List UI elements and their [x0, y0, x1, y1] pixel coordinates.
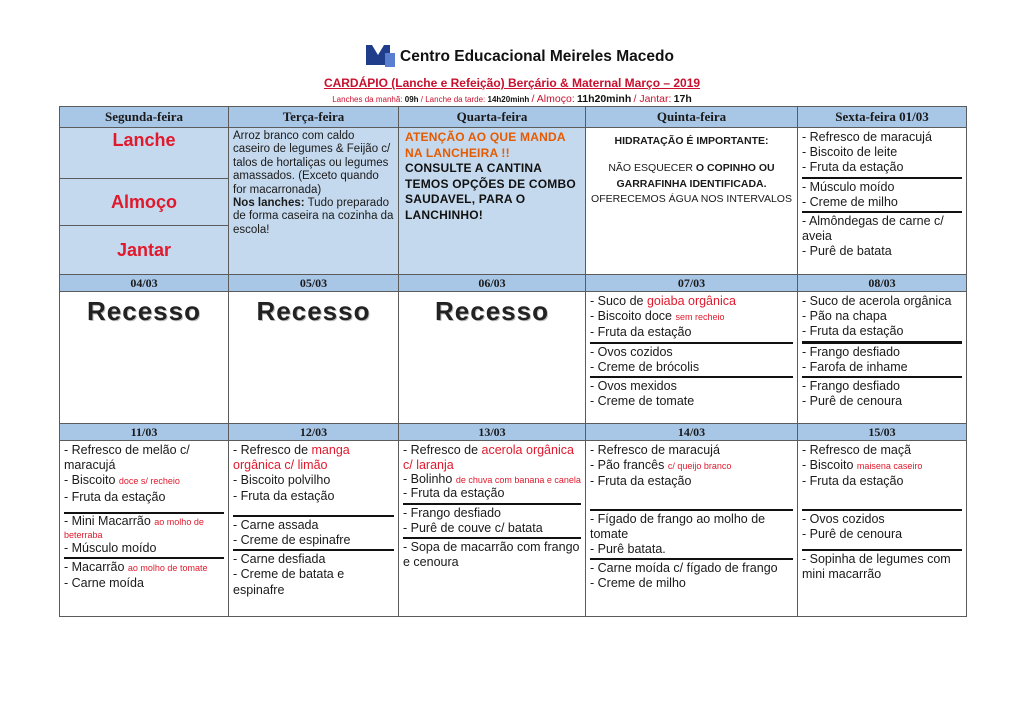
menu-title: CARDÁPIO (Lanche e Refeição) Berçário & Maternal Março – 2019	[323, 76, 701, 90]
date-12-03: 12/03	[229, 424, 399, 441]
week2-row	[60, 292, 967, 424]
week2-wednesday-cell: Recesso	[399, 292, 586, 424]
date-08-03: 08/03	[798, 275, 967, 292]
week3-row	[60, 441, 967, 617]
meal-hours: Lanches da manhã: 09h / Lanche da tarde: 14h20minh / Almoço: 11h20minh / Jantar: 17h	[332, 93, 692, 105]
lunchbox-notice: ATENÇÃO AO QUE MANDA NA LANCHEIRA !! CONSULTE A CANTINA TEMOS OPÇÕES DE COMBO SAUDAVEL, PARA O LANCHINHO!	[405, 130, 576, 222]
date-06-03: 06/03	[399, 275, 586, 292]
general-info: Arroz branco com caldo caseiro de legumes & Feijão c/ talos de hortaliças ou legumes amassados. (Exceto quando for macarronada) Nos lanches: Tudo preparado de forma caseira na cozinha da escola!	[233, 130, 394, 236]
date-15-03: 15/03	[798, 424, 967, 441]
week1-row	[60, 128, 967, 275]
day-header-monday: Segunda-feira	[60, 107, 229, 128]
day-header-wednesday: Quarta-feira	[399, 107, 586, 128]
week3-wednesday-cell: - Refresco de acerola orgânica c/ laranja - Bolinho de chuva com banana e canela - Fruta da estação - Frango desfiado - Purê de couve c/ batata - Sopa de macarrão com frango e cenoura	[399, 441, 586, 617]
day-header-friday: Sexta-feira 01/03	[798, 107, 967, 128]
date-04-03: 04/03	[60, 275, 229, 292]
date-11-03: 11/03	[60, 424, 229, 441]
school-title	[366, 44, 674, 70]
week1-tuesday-cell	[229, 128, 399, 275]
meal-label-almoco: Almoço	[110, 191, 177, 212]
meal-label-lanche: Lanche	[112, 130, 176, 150]
day-header-thursday: Quinta-feira	[586, 107, 798, 128]
week2-thursday-cell: - Suco de goiaba orgânica - Biscoito doce sem recheio - Fruta da estação - Ovos cozidos - Creme de brócolis - Ovos mexidos - Creme de tomate	[586, 292, 798, 424]
week3-friday-cell: - Refresco de maçã - Biscoito maisena caseiro - Fruta da estação - Ovos cozidos - Purê de cenoura - Sopinha de legumes com mini macarrão	[798, 441, 967, 617]
school-name: Centro Educacional Meireles Macedo	[400, 48, 674, 65]
meal-labels	[60, 128, 229, 275]
week1-wednesday-cell	[399, 128, 586, 275]
date-05-03: 05/03	[229, 275, 399, 292]
week2-tuesday-cell: Recesso	[229, 292, 399, 424]
week3-tuesday-cell: - Refresco de manga orgânica c/ limão - Biscoito polvilho - Fruta da estação - Carne assada - Creme de espinafre - Carne desfiada - Creme de batata e espinafre	[229, 441, 399, 617]
date-07-03: 07/03	[586, 275, 798, 292]
hydration-notice: HIDRATAÇÃO É IMPORTANTE: NÃO ESQUECER O COPINHO OU GARRAFINHA IDENTIFICADA. OFERECEMOS ÁGUA NOS INTERVALOS	[591, 135, 792, 206]
week3-thursday-cell: - Refresco de maracujá - Pão francês c/ queijo branco - Fruta da estação - Fígado de frango ao molho de tomate - Purê batata. - Carne moída c/ fígado de frango - Creme de milho	[586, 441, 798, 617]
week2-friday-cell: - Suco de acerola orgânica - Pão na chapa - Fruta da estação - Frango desfiado - Farofa de inhame - Frango desfiado - Purê de cenoura	[798, 292, 967, 424]
weekday-header-row	[60, 107, 967, 128]
week3-date-row	[60, 424, 967, 441]
week1-thursday-cell	[586, 128, 798, 275]
school-logo-icon	[366, 45, 396, 69]
date-14-03: 14/03	[586, 424, 798, 441]
date-13-03: 13/03	[399, 424, 586, 441]
week3-monday-cell: - Refresco de melão c/ maracujá - Biscoito doce s/ recheio - Fruta da estação - Mini Macarrão ao molho de beterraba - Músculo moído - Macarrão ao molho de tomate - Carne moída	[60, 441, 229, 617]
week2-monday-cell: Recesso	[60, 292, 229, 424]
week1-friday-cell: - Refresco de maracujá - Biscoito de leite - Fruta da estação - Músculo moído - Creme de milho - Almôndegas de carne c/ aveia - Purê de batata	[798, 128, 967, 275]
menu-table	[59, 106, 967, 617]
day-header-tuesday: Terça-feira	[229, 107, 399, 128]
meal-label-jantar: Jantar	[116, 239, 172, 260]
week2-date-row	[60, 275, 967, 292]
